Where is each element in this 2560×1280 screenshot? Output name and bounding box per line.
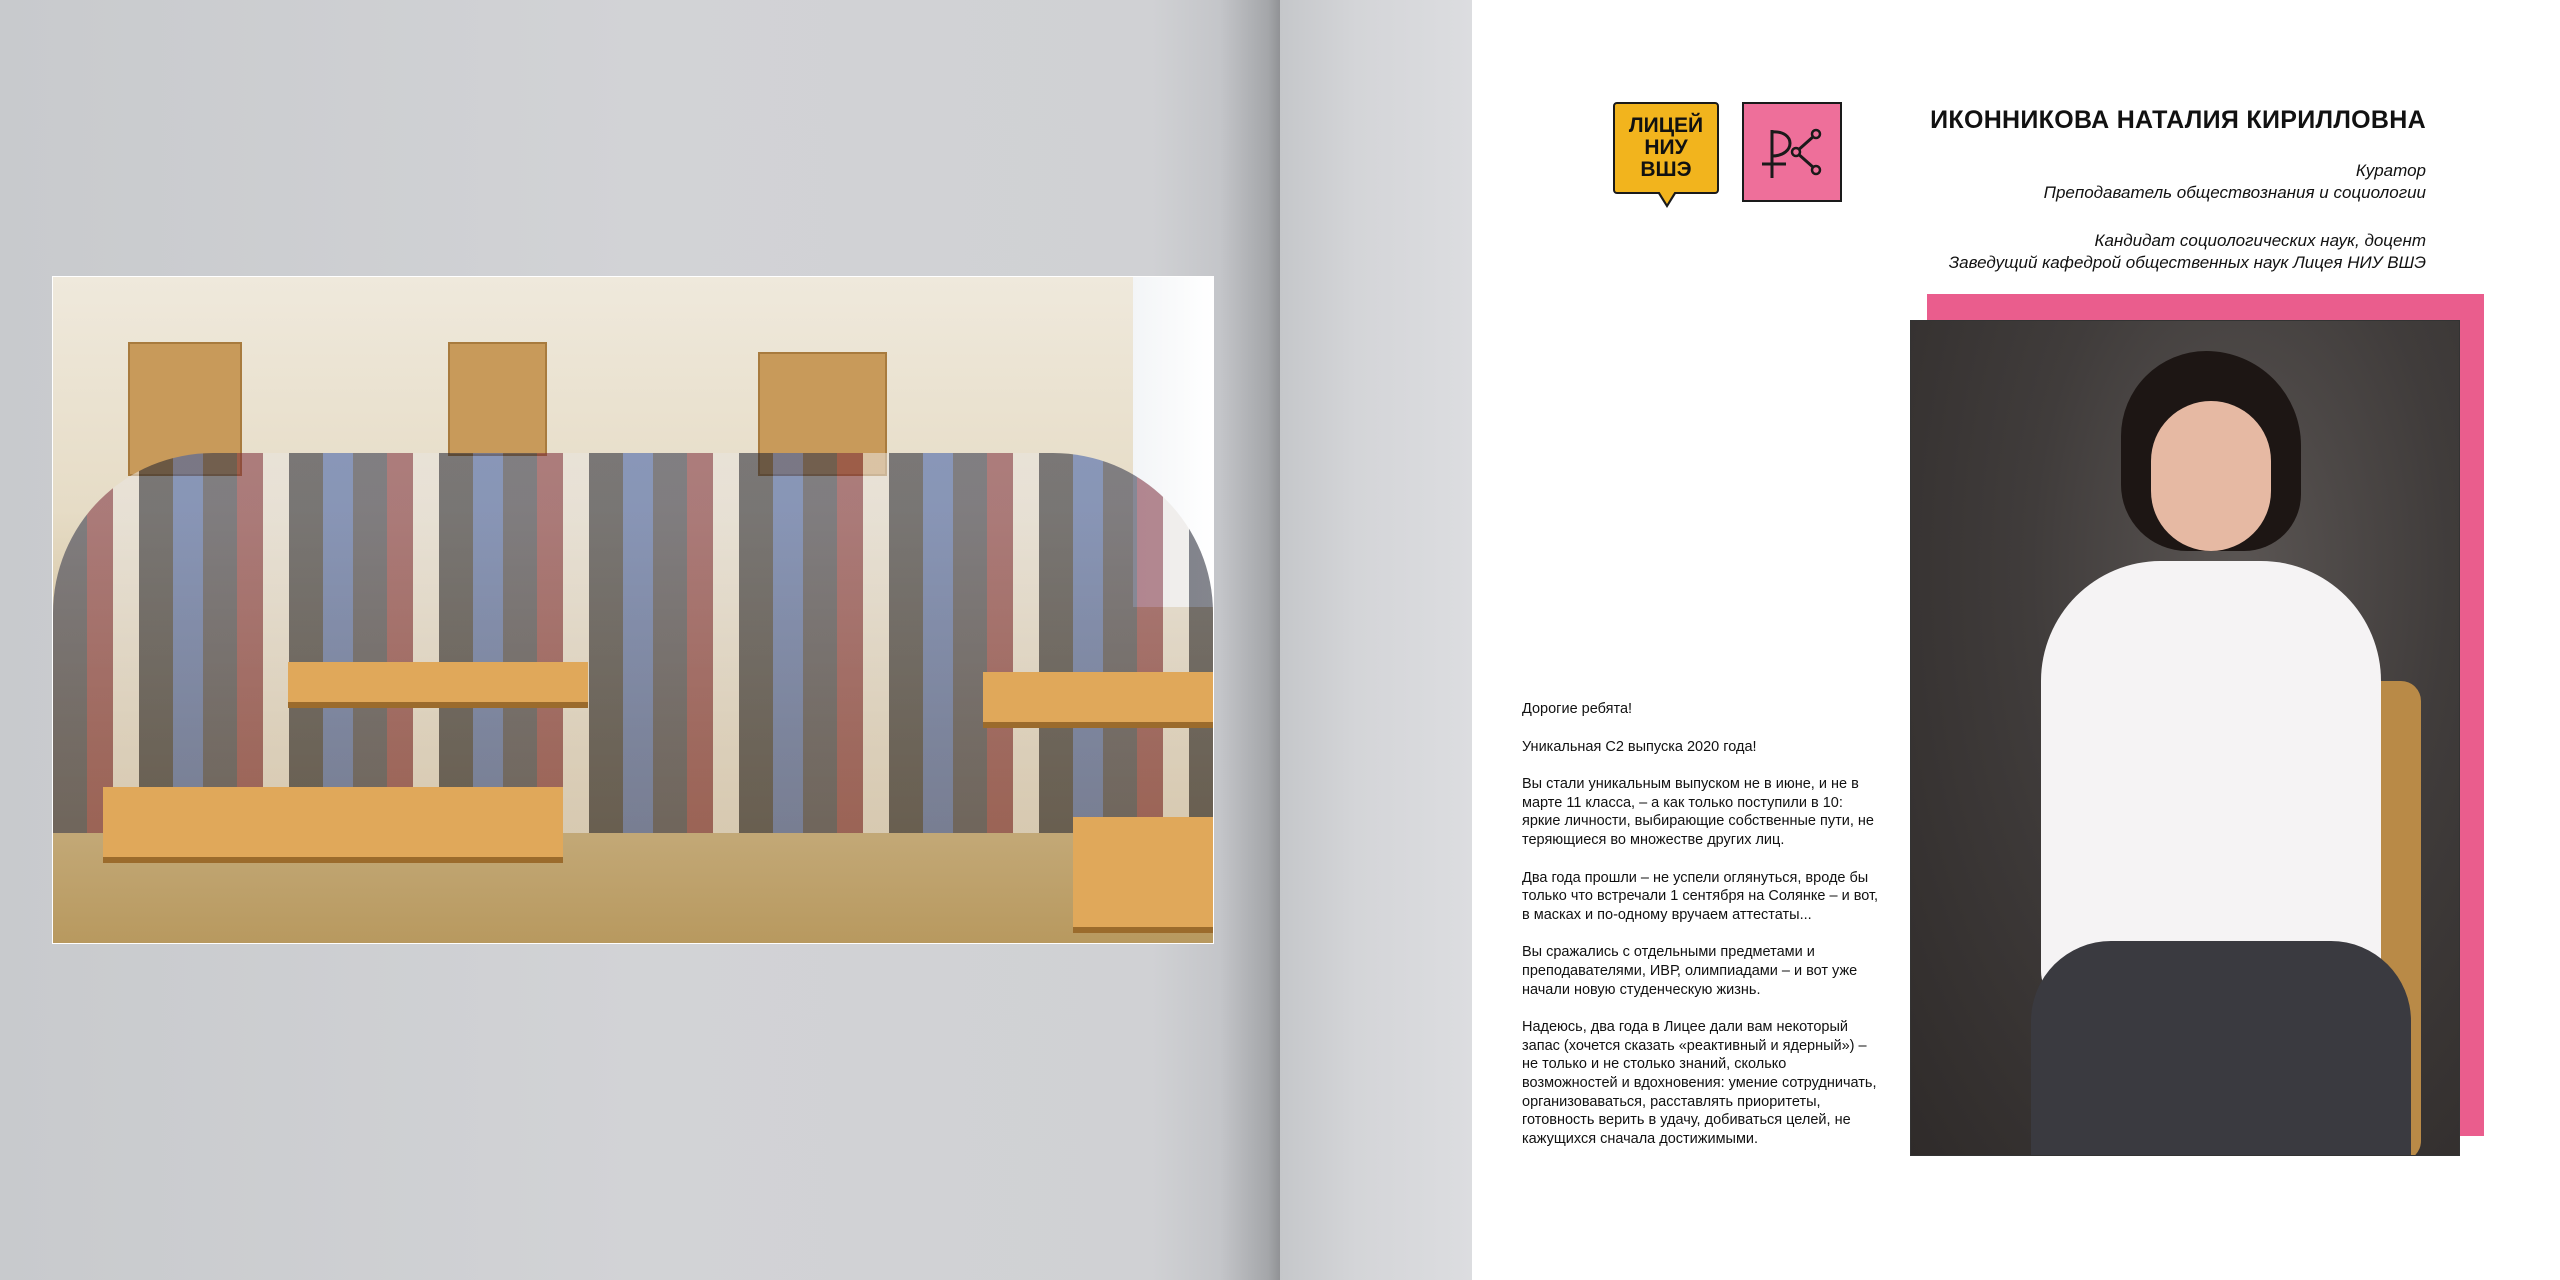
lyceum-hse-logo bbox=[1613, 102, 1719, 194]
letter-greeting: Дорогие ребята! bbox=[1522, 701, 1633, 717]
sociology-network-icon bbox=[1744, 104, 1840, 200]
teacher-name: ИКОННИКОВА НАТАЛИЯ КИРИЛЛОВНА bbox=[1930, 106, 2426, 134]
letter-paragraph: Два года прошли – не успели оглянуться, вроде бы только что встречали 1 сентября на Солянке – и вот, в масках и по-одному вручаем аттестаты... bbox=[1522, 869, 1879, 923]
class-group-photo bbox=[52, 276, 1214, 944]
logo-tail-inner bbox=[1659, 191, 1675, 204]
photo-shelf bbox=[448, 342, 547, 456]
logo-line: ВШЭ bbox=[1640, 158, 1692, 181]
department-head: Заведущий кафедрой общественных наук Лицея НИУ ВШЭ bbox=[1948, 253, 2426, 272]
photo-desk bbox=[288, 662, 588, 708]
teacher-degree bbox=[1949, 230, 2426, 274]
photo-desk bbox=[103, 787, 563, 863]
letter-paragraph: Уникальная С2 выпуска 2020 года! bbox=[1522, 738, 1757, 755]
role-subject: Преподаватель обществознания и социологии bbox=[2043, 183, 2426, 202]
letter-paragraph: Вы стали уникальным выпуском не в июне, и не в марте 11 класса, – а как только поступили в 10: яркие личности, выбирающие собственные пути, не теряющиеся во множестве других лиц. bbox=[1522, 776, 1874, 848]
portrait-pants bbox=[2031, 941, 2411, 1156]
role-curator: Куратор bbox=[2355, 161, 2426, 180]
degree-title: Кандидат социологических наук, доцент bbox=[2094, 231, 2426, 250]
teacher-role bbox=[2044, 160, 2426, 204]
farewell-letter bbox=[1522, 700, 1882, 1167]
photo-students bbox=[53, 453, 1213, 833]
logo-line: НИУ bbox=[1644, 136, 1688, 159]
portrait-face bbox=[2151, 401, 2271, 551]
sociology-logo bbox=[1742, 102, 1842, 202]
page-gutter bbox=[1280, 0, 1472, 1280]
letter-paragraph: Надеюсь, два года в Лицее дали вам некоторый запас (хочется сказать «реактивный и ядерный») – не только и не столько знаний, сколько возможностей и вдохновения: умение сотрудничать, организоваваться, расставлять приоритеты, готовность верить в удачу, добиваться целей, не кажущихся сначала достижимыми. bbox=[1522, 1019, 1877, 1147]
teacher-portrait bbox=[1910, 320, 2460, 1156]
photo-desk bbox=[983, 672, 1214, 728]
letter-paragraph: Вы сражались с отдельными предметами и преподавателями, ИВР, олимпиадами – и вот уже начали новую студенческую жизнь. bbox=[1522, 944, 1858, 998]
photo-desk bbox=[1073, 817, 1214, 933]
logo-line: ЛИЦЕЙ bbox=[1628, 114, 1704, 137]
